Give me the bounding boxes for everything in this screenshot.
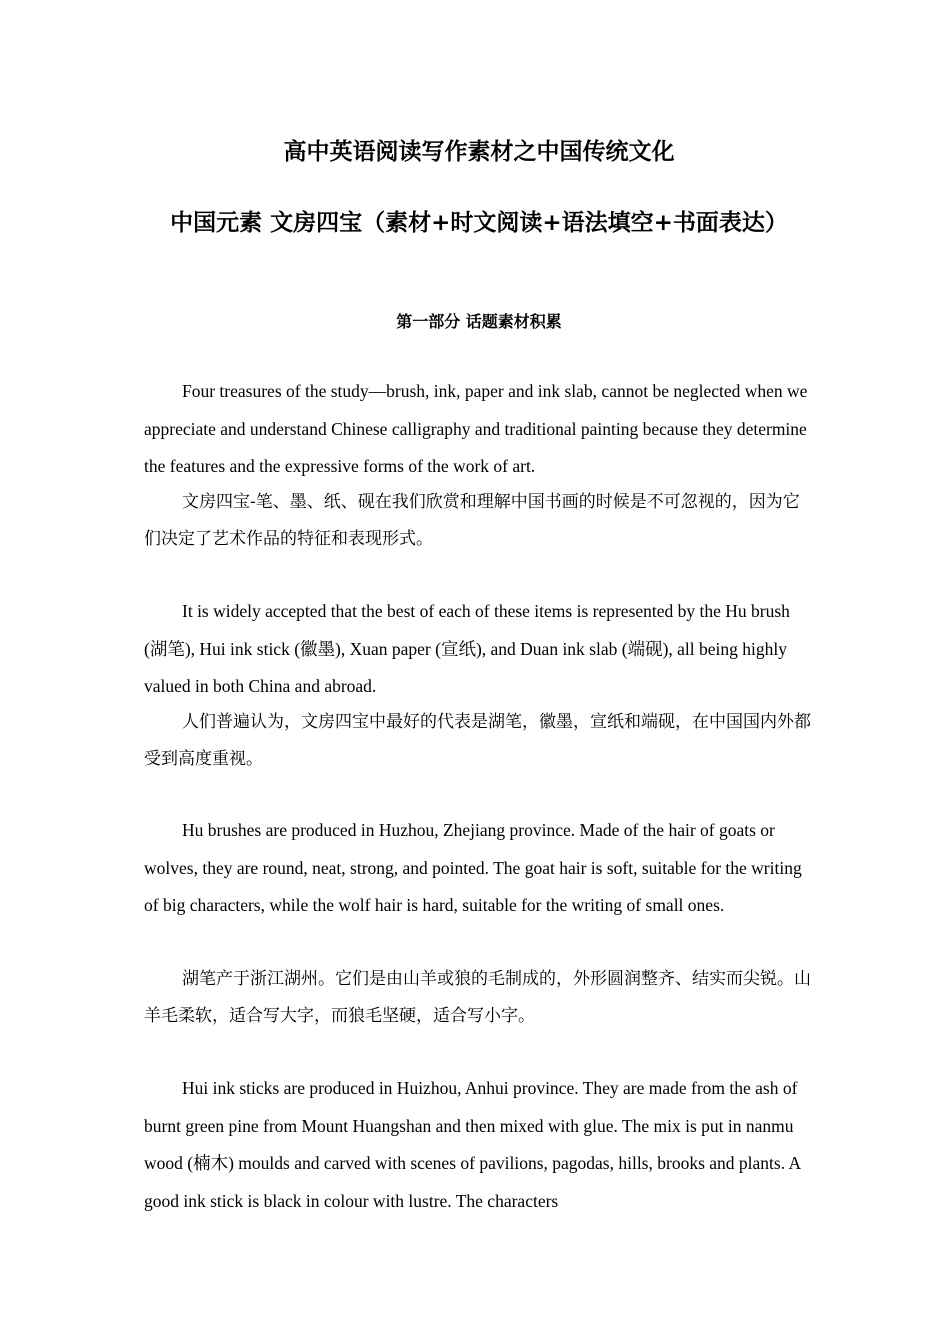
paragraph-4-english: Hui ink sticks are produced in Huizhou, Anhui province. They are made from the ash of burnt green pine from Mount Huangshan and then mixed with glue. The mix is put in nanmu wood (楠木) moulds and carved with scenes of pavilions, pagodas, hills, brooks and plants. A good ink stick is black in colour with lustre. The characters — [144, 1078, 801, 1211]
paragraph-3-chinese: 湖笔产于浙江湖州。它们是由山羊或狼的毛制成的，外形圆润整齐、结实而尖锐。山羊毛柔软，适合写大字，而狼毛坚硬，适合写小字。 — [144, 969, 811, 1026]
paragraph-2-english: It is widely accepted that the best of each of these items is represented by the Hu brush (湖笔), Hui ink stick (徽墨), Xuan paper (宣纸), and Duan ink slab (端砚), all being highly valued in both China and abroad. — [144, 601, 790, 696]
section-heading: 第一部分 话题素材积累 — [396, 312, 562, 331]
paragraph-2-chinese: 人们普遍认为，文房四宝中最好的代表是湖笔，徽墨，宣纸和端砚，在中国国内外都受到高度重视。 — [144, 712, 811, 769]
paragraph-1-chinese: 文房四宝-笔、墨、纸、砚在我们欣赏和理解中国书画的时候是不可忽视的，因为它们决定了艺术作品的特征和表现形式。 — [144, 492, 800, 549]
paragraph-3-english: Hu brushes are produced in Huzhou, Zhejiang province. Made of the hair of goats or wolves, they are round, neat, strong, and pointed. The goat hair is soft, suitable for the writing of big characters, while the wolf hair is hard, suitable for the writing of small ones. — [144, 820, 802, 915]
document-subtitle: 中国元素 文房四宝（素材+时文阅读+语法填空+书面表达） — [170, 210, 788, 236]
paragraph-1-english: Four treasures of the study—brush, ink, paper and ink slab, cannot be neglected when we appreciate and understand Chinese calligraphy and traditional painting because they determine the features and the expressive forms of the work of art. — [144, 381, 808, 476]
document-title: 高中英语阅读写作素材之中国传统文化 — [283, 139, 675, 165]
